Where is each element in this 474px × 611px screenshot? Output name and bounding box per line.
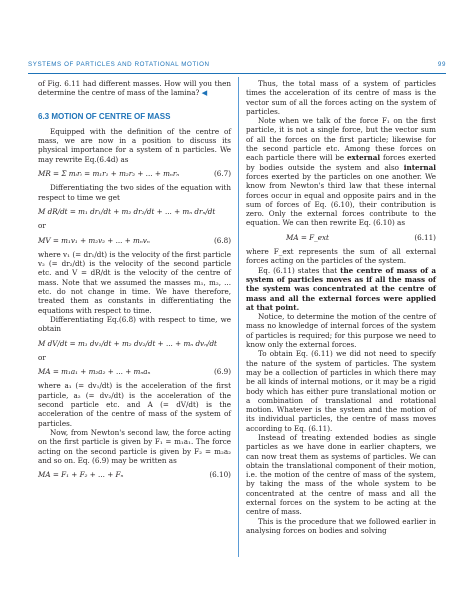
- paragraph: Eq. (6.11) states that the centre of mass of a system of particles moves as if all the mass of the system was concentrated at the centre of mass and all the external forces were applied at that point.: [246, 265, 436, 312]
- equation-derivative: [38, 207, 231, 216]
- equation-6-8: [38, 236, 231, 245]
- paragraph: Differentiating the two sides of the equation with respect to time we get: [38, 183, 231, 202]
- intro-paragraph: of Fig. 6.11 had different masses. How will you then determine the centre of mass of the lamina? ◀: [38, 79, 231, 98]
- equation-number: (6.11): [414, 232, 436, 242]
- paragraph: Notice, to determine the motion of the centre of mass no knowledge of internal forces of the system of particles is required; for this purpose we need to know only the external forces.: [246, 312, 436, 350]
- equation-number: (6.8): [213, 235, 231, 245]
- running-header: [28, 57, 446, 71]
- section-heading: [38, 112, 231, 121]
- equation-number: (6.10): [209, 470, 231, 480]
- page-number: 99: [437, 60, 446, 68]
- header-rule: [28, 73, 446, 74]
- equation-number: (6.7): [213, 169, 231, 179]
- paragraph: where F_ext represents the sum of all external forces acting on the particles of the system.: [246, 247, 436, 266]
- paragraph: Differentiating Eq.(6.8) with respect to time, we obtain: [38, 314, 231, 334]
- equation-derivative-2: [38, 339, 231, 348]
- equation-text: MA = m₁a₁ + m₂a₂ + ... + mₙaₙ: [38, 367, 151, 377]
- paragraph: Note when we talk of the force F₁ on the first particle, it is not a single force, but the vector sum of all the forces on the first particle; likewise for the second particle etc. Among these forces on each particle there will be external forces exerted by bodies outside the system and also internal forces exerted by the particles on one another. We know from Newton's third law that these internal forces occur in equal and opposite pairs and in the sum of forces of Eq. (6.10), their contribution is zero. Only the external forces contribute to the equation. We can then rewrite Eq. (6.10) as: [246, 116, 436, 228]
- equation-text: MA = F₁ + F₂ + ... + Fₙ: [38, 470, 124, 480]
- header-title: SYSTEMS OF PARTICLES AND ROTATIONAL MOTION: [28, 60, 210, 68]
- equation-text: MV = m₁v₁ + m₂v₂ + ... + mₙvₙ: [38, 235, 150, 245]
- back-arrow-icon[interactable]: ◀: [201, 88, 208, 98]
- equation-text: MA = F_ext: [286, 232, 329, 242]
- paragraph: Equipped with the definition of the centre of mass, we are now in a position to discuss its physical importance for a system of n particles. We may rewrite Eq.(6.4d) as: [38, 126, 231, 164]
- paragraph: Now, from Newton's second law, the force acting on the first particle is given by F₁ = m₁a₁. The force acting on the second particle is given by F₂ = m₂a₂ and so on. Eq. (6.9) may be written as: [38, 427, 231, 465]
- or-text: or: [38, 221, 46, 231]
- left-column: [38, 79, 231, 484]
- or-text: or: [38, 352, 46, 362]
- paragraph: This is the procedure that we followed earlier in analysing forces on bodies and solving: [246, 516, 436, 535]
- paragraph: Thus, the total mass of a system of particles times the acceleration of its centre of mass is the vector sum of all the forces acting on the system of particles.: [246, 79, 436, 116]
- equation-6-9: [38, 367, 231, 376]
- bold-term: internal: [403, 162, 436, 172]
- column-divider: [238, 77, 239, 557]
- paragraph: where a₁ (= dv₁/dt) is the acceleration of the first particle, a₂ (= dv₂/dt) is the acceleration of the second particle etc. and A (= dV/dt) is the acceleration of the centre of mass of the system of particles.: [38, 381, 231, 428]
- section-title: MOTION OF CENTRE OF MASS: [51, 111, 171, 121]
- equation-text: M dR/dt = m₁ dr₁/dt + m₂ dr₂/dt + ... + mₙ drₙ/dt: [38, 206, 216, 216]
- equation-6-10: [38, 470, 231, 479]
- paragraph: Instead of treating extended bodies as single particles as we have done in earlier chapters, we can now treat them as systems of particles. We can obtain the translational component of their motion, i.e. the motion of the centre of mass of the system, by taking the mass of the whole system to be concentrated at the centre of mass and all the external forces on the system to be acting at the centre of mass.: [246, 432, 436, 517]
- bold-statement: the centre of mass of a system of particles moves as if all the mass of the system was concentrated at the centre of mass and all the external forces were applied at that point.: [246, 265, 436, 312]
- paragraph: To obtain Eq. (6.11) we did not need to specify the nature of the system of particles. The system may be a collection of particles in which there may be all kinds of internal motions, or it may be a rigid body which has either pure translational motion or a combination of translational and rotational motion. Whatever is the system and the motion of its individual particles, the centre of mass moves according to Eq. (6.11).: [246, 349, 436, 433]
- paragraph: where v₁ (= dr₁/dt) is the velocity of the first particle v₂ (= dr₂/dt) is the velocity of the second particle etc. and V = dR/dt is the velocity of the centre of mass. Note that we assumed the masses m₁, m₂, ... etc. do not change in time. We have therefore, treated them as constants in differentiating the equations with respect to time.: [38, 249, 231, 315]
- equation-6-7: [38, 169, 231, 178]
- equation-number: (6.9): [213, 367, 231, 377]
- bold-term: external: [346, 153, 381, 163]
- right-column: [246, 79, 436, 535]
- section-number: 6.3: [38, 111, 50, 121]
- equation-text: MR = Σ mᵢrᵢ = m₁r₁ + m₂r₂ + ... + mₙrₙ: [38, 169, 180, 179]
- equation-text: M dV/dt = m₁ dv₁/dt + m₂ dv₂/dt + ... + mₙ dvₙ/dt: [38, 338, 217, 348]
- equation-6-11: [246, 233, 436, 242]
